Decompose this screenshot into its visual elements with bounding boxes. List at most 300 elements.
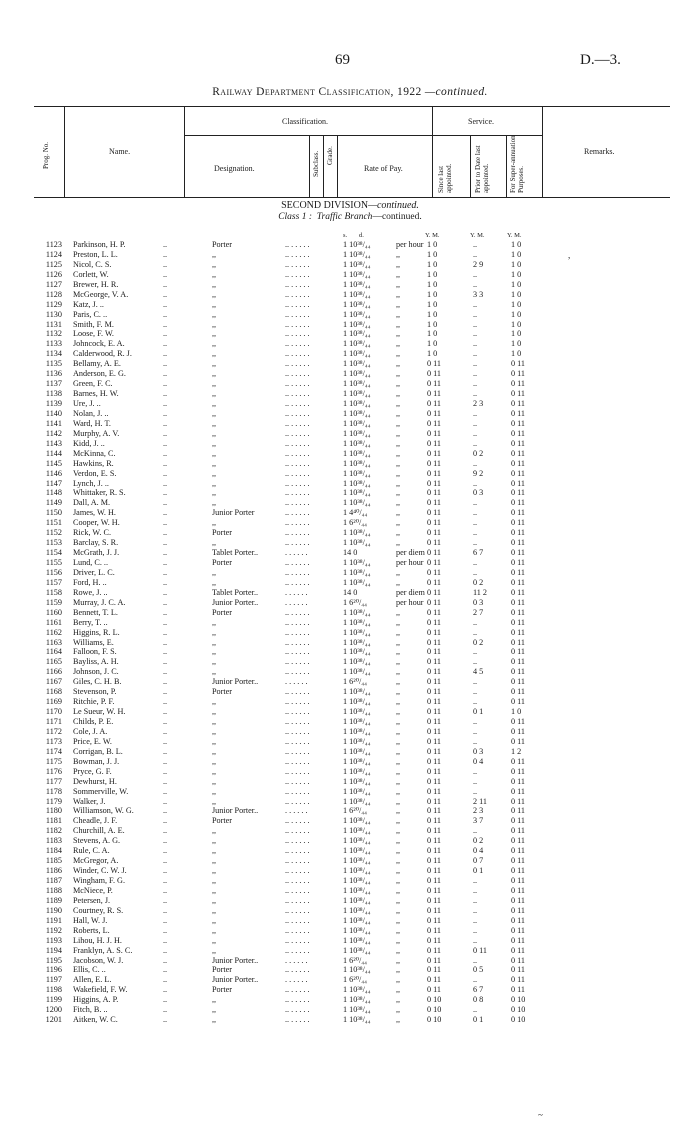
service-superannuation: 1 0 (511, 329, 522, 339)
service-prior: .. (473, 428, 478, 438)
service-since-last: 1 0 (427, 309, 438, 319)
service-since-last: 0 11 (427, 866, 442, 876)
employee-name: Bennett, T. L. (73, 607, 118, 617)
leader-dots: .. . . . . . (285, 508, 310, 518)
service-prior: .. (473, 786, 478, 796)
pay-period: ,, (396, 1005, 401, 1015)
designation: ,, (212, 647, 217, 657)
employee-name: Ellis, C. .. (73, 965, 106, 975)
leader-dots: .. (163, 637, 168, 647)
employee-name: Rowe, J. .. (73, 587, 108, 597)
service-since-last: 0 11 (427, 637, 442, 647)
leader-dots: .. (163, 826, 168, 836)
service-superannuation: 0 11 (511, 905, 526, 915)
header-designation: Designation. (214, 164, 255, 173)
rate-of-pay: 1 10³⁸/₄₄ (343, 796, 371, 806)
prog-no: 1158 (45, 587, 62, 597)
employee-name: Kidd, J. .. (73, 438, 105, 448)
rate-of-pay: 1 4⁴⁰/₄₄ (343, 508, 368, 518)
service-prior: .. (473, 359, 478, 369)
pay-period: ,, (396, 538, 401, 548)
designation: Junior Porter.. (212, 677, 259, 687)
prog-no: 1142 (45, 428, 62, 438)
pay-period: ,, (396, 796, 401, 806)
leader-dots: .. (163, 289, 168, 299)
service-since-last: 0 11 (427, 806, 442, 816)
service-prior: 0 7 (473, 856, 484, 866)
service-since-last: 0 11 (427, 935, 442, 945)
prog-no: 1195 (45, 955, 62, 965)
prog-no: 1177 (45, 776, 62, 786)
designation: ,, (212, 925, 217, 935)
prog-no: 1137 (45, 379, 62, 389)
rate-of-pay: 1 10³⁸/₄₄ (343, 279, 371, 289)
employee-name: Ure, J. .. (73, 399, 101, 408)
pay-period: ,, (396, 379, 401, 389)
service-since-last: 0 10 (427, 995, 442, 1005)
service-superannuation: 0 11 (511, 895, 526, 905)
table-row (0, 1005, 700, 1015)
table-row (0, 975, 700, 985)
table-row (0, 747, 700, 757)
header-remarks: Remarks. (584, 147, 615, 156)
table-row (0, 956, 700, 966)
leader-dots: .. (163, 736, 168, 746)
employee-name: Whittaker, R. S. (73, 488, 126, 498)
table-row (0, 339, 700, 349)
service-prior: .. (473, 418, 478, 428)
service-prior: .. (473, 617, 478, 627)
service-superannuation: 0 11 (511, 458, 526, 468)
service-prior: .. (473, 309, 478, 319)
leader-dots: .. (163, 379, 168, 389)
service-since-last: 1 0 (427, 240, 438, 249)
service-superannuation: 0 11 (511, 587, 526, 597)
pay-period: ,, (396, 945, 401, 955)
unit-years-months: Y. M. (507, 232, 522, 239)
prog-no: 1175 (45, 756, 62, 766)
employee-name: Lund, C. .. (73, 558, 109, 567)
employee-name: Cooper, W. H. (73, 518, 120, 528)
service-superannuation: 0 11 (511, 925, 526, 935)
prog-no: 1192 (45, 925, 62, 935)
service-superannuation: 0 11 (511, 498, 526, 508)
table-row (0, 399, 700, 409)
employee-name: Higgins, A. P. (73, 995, 119, 1005)
table-row (0, 896, 700, 906)
rate-of-pay: 1 10³⁸/₄₄ (343, 1005, 371, 1015)
leader-dots: .. . . . . . (285, 667, 310, 677)
employee-name: Parkinson, H. P. (73, 240, 126, 249)
employee-name: Nicol, C. S. (73, 259, 112, 269)
leader-dots: .. (163, 587, 168, 597)
service-prior: .. (473, 697, 478, 707)
table-row (0, 598, 700, 608)
service-since-last: 0 11 (427, 428, 442, 438)
table-row (0, 628, 700, 638)
prog-no: 1183 (45, 836, 62, 846)
leader-dots: .. . . . . . (285, 299, 310, 309)
leader-dots: .. . . . . . (285, 617, 310, 627)
prog-no: 1176 (45, 766, 62, 776)
prog-no: 1156 (45, 567, 62, 577)
rate-of-pay: 1 10³⁸/₄₄ (343, 607, 371, 617)
leader-dots: .. (163, 617, 168, 627)
designation: ,, (212, 846, 217, 856)
leader-dots: .. (163, 806, 168, 816)
leader-dots: .. . . . . . (285, 577, 310, 587)
service-since-last: 0 10 (427, 1015, 442, 1025)
table-row (0, 916, 700, 926)
table-row (0, 856, 700, 866)
service-superannuation: 0 11 (511, 876, 526, 885)
rate-of-pay: 1 10³⁸/₄₄ (343, 647, 371, 657)
designation: ,, (212, 756, 217, 766)
table-row (0, 757, 700, 767)
employee-name: Verdon, E. S. (73, 468, 117, 478)
service-since-last: 1 0 (427, 319, 438, 329)
pay-period: ,, (396, 249, 401, 259)
rate-of-pay: 1 10³⁸/₄₄ (343, 995, 371, 1005)
table-row (0, 250, 700, 260)
prog-no: 1162 (45, 627, 62, 637)
designation: Porter (212, 528, 233, 538)
table-row (0, 568, 700, 578)
service-superannuation: 0 11 (511, 955, 526, 965)
service-prior: .. (473, 826, 478, 836)
service-prior: .. (473, 677, 478, 687)
table-row (0, 717, 700, 727)
rate-of-pay: 1 10³⁸/₄₄ (343, 876, 371, 885)
leader-dots: .. . . . . . (285, 1005, 310, 1015)
leader-dots: .. (163, 1005, 168, 1015)
pay-period: ,, (396, 756, 401, 766)
branch-suffix: —continued. (372, 212, 422, 222)
leader-dots: .. (163, 458, 168, 468)
rate-of-pay: 1 10³⁸/₄₄ (343, 498, 371, 508)
service-superannuation: 0 11 (511, 856, 526, 866)
service-since-last: 0 11 (427, 766, 442, 776)
service-since-last: 0 11 (427, 468, 442, 478)
employee-name: Murphy, A. V. (73, 428, 120, 438)
table-row (0, 806, 700, 816)
service-prior: .. (473, 538, 478, 548)
prog-no: 1152 (45, 528, 62, 538)
prog-no: 1196 (45, 965, 62, 975)
rate-of-pay: 1 10³⁸/₄₄ (343, 369, 371, 379)
table-row (0, 548, 700, 558)
designation: ,, (212, 995, 217, 1005)
service-since-last: 0 11 (427, 508, 442, 518)
table-row (0, 995, 700, 1005)
table-row (0, 667, 700, 677)
service-prior: .. (473, 717, 478, 726)
service-prior: .. (473, 558, 478, 567)
service-since-last: 0 11 (427, 707, 442, 717)
pay-period: ,, (396, 905, 401, 915)
designation: ,, (212, 369, 217, 379)
employee-name: Giles, C. H. B. (73, 677, 122, 687)
service-since-last: 0 11 (427, 846, 442, 856)
service-prior: 2 3 (473, 399, 484, 408)
service-prior: .. (473, 915, 478, 925)
pay-period: ,, (396, 687, 401, 697)
leader-dots: .. . . . . . (285, 945, 310, 955)
service-prior: .. (473, 349, 478, 359)
leader-dots: .. (163, 607, 168, 617)
employee-name: Preston, L. L. (73, 249, 118, 259)
service-prior: .. (473, 498, 478, 508)
service-superannuation: 0 11 (511, 448, 526, 458)
service-superannuation: 1 0 (511, 240, 522, 249)
prog-no: 1160 (45, 607, 62, 617)
rate-of-pay: 1 10³⁸/₄₄ (343, 637, 371, 647)
pay-period: ,, (396, 856, 401, 866)
leader-dots: .. (163, 915, 168, 925)
leader-dots: .. . . . . . (285, 756, 310, 766)
header-since-last: Since last appointed. (437, 163, 453, 193)
rate-of-pay: 14 0 (343, 587, 358, 597)
prog-no: 1200 (45, 1005, 62, 1015)
rate-of-pay: 1 10³⁸/₄₄ (343, 408, 371, 418)
pay-period: ,, (396, 329, 401, 339)
employee-name: Corlett, W. (73, 269, 109, 279)
service-since-last: 0 11 (427, 816, 442, 826)
prog-no: 1131 (45, 319, 62, 329)
pay-period: ,, (396, 866, 401, 876)
prog-no: 1193 (45, 935, 62, 945)
rate-of-pay: 1 10³⁸/₄₄ (343, 697, 371, 707)
leader-dots: .. (163, 647, 168, 657)
designation: Porter (212, 965, 233, 975)
table-row (0, 936, 700, 946)
table-row (0, 965, 700, 975)
designation: ,, (212, 617, 217, 627)
leader-dots: .. . . . . . (285, 965, 310, 975)
table-row (0, 479, 700, 489)
prog-no: 1186 (45, 866, 62, 876)
table-row (0, 677, 700, 687)
service-superannuation: 0 11 (511, 528, 526, 538)
service-superannuation: 0 11 (511, 607, 526, 617)
service-since-last: 0 11 (427, 448, 442, 458)
rate-of-pay: 1 10³⁸/₄₄ (343, 269, 371, 279)
leader-dots: .. . . . . . (285, 359, 310, 369)
leader-dots: . . . . . . (285, 597, 308, 607)
prog-no: 1145 (45, 458, 62, 468)
rate-of-pay: 1 10³⁸/₄₄ (343, 488, 371, 498)
leader-dots: .. . . . . . (285, 518, 310, 528)
table-row (0, 498, 700, 508)
leader-dots: .. . . . . . (285, 856, 310, 866)
employee-table (0, 240, 700, 1025)
service-superannuation: 0 11 (511, 806, 526, 816)
service-since-last: 0 11 (427, 826, 442, 836)
service-since-last: 0 11 (427, 975, 442, 985)
service-prior: .. (473, 438, 478, 448)
service-prior: 0 1 (473, 1015, 484, 1025)
leader-dots: .. . . . . . (285, 408, 310, 418)
rate-of-pay: 1 10³⁸/₄₄ (343, 965, 371, 975)
pay-period: ,, (396, 985, 401, 995)
employee-name: Price, E. W. (73, 736, 112, 746)
prog-no: 1138 (45, 389, 62, 399)
service-prior: .. (473, 389, 478, 399)
service-since-last: 1 0 (427, 259, 438, 269)
employee-name: Bayliss, A. H. (73, 657, 119, 667)
leader-dots: .. (163, 399, 168, 408)
table-row (0, 310, 700, 320)
pay-period: ,, (396, 826, 401, 836)
service-since-last: 0 11 (427, 657, 442, 667)
prog-no: 1126 (45, 269, 62, 279)
rate-of-pay: 1 10³⁸/₄₄ (343, 707, 371, 717)
employee-name: Rule, C. A. (73, 846, 110, 856)
employee-name: Berry, T. .. (73, 617, 108, 627)
service-superannuation: 0 11 (511, 776, 526, 786)
prog-no: 1125 (45, 259, 62, 269)
service-since-last: 0 11 (427, 518, 442, 528)
service-superannuation: 0 11 (511, 637, 526, 647)
leader-dots: .. . . . . . (285, 627, 310, 637)
leader-dots: .. . . . . . (285, 289, 310, 299)
leader-dots: .. (163, 339, 168, 349)
leader-dots: .. . . . . . (285, 369, 310, 379)
designation: ,, (212, 428, 217, 438)
designation: ,, (212, 577, 217, 587)
leader-dots: .. (163, 657, 168, 667)
service-since-last: 0 11 (427, 488, 442, 498)
service-prior: 0 3 (473, 597, 484, 607)
leader-dots: .. . . . . . (285, 796, 310, 806)
service-superannuation: 1 0 (511, 309, 522, 319)
service-prior: 11 2 (473, 587, 488, 597)
pay-period: ,, (396, 816, 401, 826)
leader-dots: .. (163, 418, 168, 428)
service-superannuation: 0 11 (511, 687, 526, 697)
leader-dots: .. . . . . . (285, 816, 310, 826)
service-since-last: 0 11 (427, 667, 442, 677)
employee-name: Bowman, J. J. (73, 756, 120, 766)
leader-dots: .. . . . . . (285, 309, 310, 319)
service-prior: .. (473, 567, 478, 577)
pay-period: ,, (396, 736, 401, 746)
service-superannuation: 0 11 (511, 478, 526, 488)
section-heading (0, 200, 700, 211)
rate-of-pay: 1 6²⁰/₄₄ (343, 975, 367, 985)
service-superannuation: 0 11 (511, 508, 526, 518)
table-row (0, 349, 700, 359)
employee-name: Churchill, A. E. (73, 826, 125, 836)
stray-mark: , (568, 250, 571, 260)
employee-name: Courtney, R. S. (73, 905, 124, 915)
leader-dots: .. . . . . . (285, 905, 310, 915)
rate-of-pay: 1 10³⁸/₄₄ (343, 1015, 371, 1025)
designation: ,, (212, 876, 217, 885)
service-prior: .. (473, 657, 478, 667)
leader-dots: .. (163, 905, 168, 915)
service-superannuation: 1 0 (511, 349, 522, 359)
service-prior: .. (473, 736, 478, 746)
service-superannuation: 0 11 (511, 985, 526, 995)
service-since-last: 0 11 (427, 389, 442, 399)
employee-name: McGregor, A. (73, 856, 119, 866)
designation: ,, (212, 836, 217, 846)
employee-name: Dewhurst, H. (73, 776, 117, 786)
service-superannuation: 0 11 (511, 538, 526, 548)
employee-name: Johncock, E. A. (73, 339, 125, 349)
leader-dots: . . . . . . (285, 587, 308, 597)
prog-no: 1129 (45, 299, 62, 309)
prog-no: 1135 (45, 359, 62, 369)
service-superannuation: 0 11 (511, 488, 526, 498)
service-since-last: 1 0 (427, 269, 438, 279)
leader-dots: .. . . . . . (285, 1015, 310, 1025)
prog-no: 1150 (45, 508, 62, 518)
designation: Porter (212, 816, 233, 826)
pay-period: ,, (396, 637, 401, 647)
leader-dots: .. . . . . . (285, 915, 310, 925)
service-since-last: 1 0 (427, 249, 438, 259)
leader-dots: .. . . . . . (285, 885, 310, 895)
prog-no: 1147 (45, 478, 62, 488)
service-superannuation: 0 11 (511, 379, 526, 389)
leader-dots: .. . . . . . (285, 846, 310, 856)
leader-dots: .. (163, 329, 168, 339)
table-row (0, 389, 700, 399)
service-prior: 3 7 (473, 816, 484, 826)
header-divider (184, 107, 185, 197)
leader-dots: .. . . . . . (285, 329, 310, 339)
header-divider (470, 135, 471, 197)
leader-dots: .. (163, 836, 168, 846)
leader-dots: .. (163, 408, 168, 418)
service-prior: 3 3 (473, 289, 484, 299)
leader-dots: .. (163, 468, 168, 478)
rate-of-pay: 1 10³⁸/₄₄ (343, 776, 371, 786)
table-row (0, 578, 700, 588)
leader-dots: .. (163, 359, 168, 369)
service-prior: .. (473, 508, 478, 518)
pay-period: ,, (396, 1015, 401, 1025)
table-row (0, 260, 700, 270)
prog-no: 1172 (45, 726, 62, 736)
rate-of-pay: 1 10³⁸/₄₄ (343, 935, 371, 945)
service-superannuation: 0 11 (511, 667, 526, 677)
rate-of-pay: 1 10³⁸/₄₄ (343, 985, 371, 995)
designation: ,, (212, 736, 217, 746)
leader-dots: .. (163, 687, 168, 697)
designation: Porter (212, 985, 233, 995)
service-since-last: 0 11 (427, 756, 442, 766)
leader-dots: .. (163, 885, 168, 895)
service-since-last: 0 11 (427, 478, 442, 488)
rate-of-pay: 1 10³⁸/₄₄ (343, 885, 371, 895)
leader-dots: .. . . . . . (285, 428, 310, 438)
employee-name: Lynch, J. .. (73, 478, 109, 488)
table-row (0, 926, 700, 936)
table-row (0, 558, 700, 568)
service-since-last: 1 0 (427, 289, 438, 299)
prog-no: 1148 (45, 488, 62, 498)
service-prior: .. (473, 408, 478, 418)
designation: Tablet Porter.. (212, 548, 259, 558)
service-since-last: 0 10 (427, 1005, 442, 1015)
pay-period: ,, (396, 289, 401, 299)
table-row (0, 618, 700, 628)
rate-of-pay: 1 10³⁸/₄₄ (343, 846, 371, 856)
rate-of-pay: 1 10³⁸/₄₄ (343, 816, 371, 826)
